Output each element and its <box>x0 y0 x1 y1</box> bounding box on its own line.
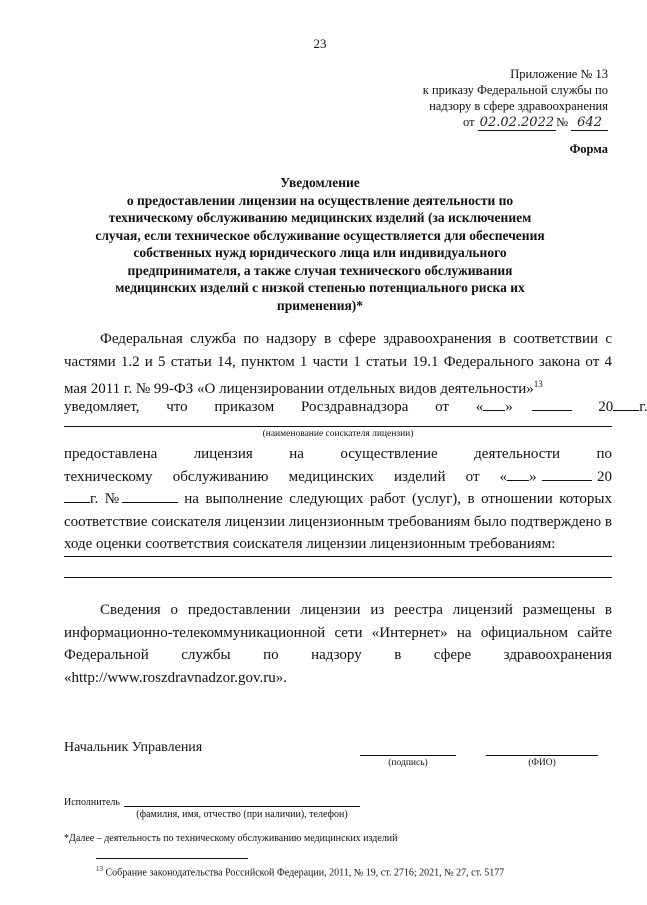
number-label: г. № <box>90 491 122 507</box>
day-blank[interactable] <box>483 397 505 411</box>
year-prefix-2: 20 <box>597 468 613 485</box>
appendix-line3: надзору в сфере здравоохранения <box>429 99 608 113</box>
form-label: Форма <box>569 142 608 156</box>
applicant-line[interactable] <box>64 426 612 427</box>
appendix-line1: Приложение № 13 <box>510 67 608 81</box>
executor-caption: (фамилия, имя, отчество (при наличии), телефон) <box>136 809 348 820</box>
appendix-line2: к приказу Федеральной службы по <box>422 83 608 97</box>
paragraph-2-text-a: предоставлена лицензия на осуществление деятельности по техническому обслуживанию медицинских изделий от « <box>64 446 612 485</box>
paragraph-1-text-b: уведомляет, что приказом Росздравнадзора от « <box>64 399 484 415</box>
year-blank[interactable] <box>613 397 639 411</box>
footnote-ref: 13 <box>533 379 543 389</box>
month-blank[interactable] <box>532 397 572 411</box>
handwritten-date: 02.02.2022 <box>479 115 555 130</box>
footnote-number: 13 <box>96 865 103 873</box>
executor-line[interactable] <box>124 806 360 807</box>
paragraph-1-text-a: Федеральная служба по надзору в сфере здравоохранения в соответствии с частями 1.2 и 5 статьи 14, пунктом 1 части 1 статьи 19.1 Федерального закона от 4 мая 2011 г. № 99-ФЗ «О лицензировании отдельных видов деятельности» <box>64 331 612 397</box>
signature-line[interactable] <box>360 755 456 756</box>
signature-caption: (подпись) <box>388 758 428 768</box>
day-blank-2[interactable] <box>507 467 529 481</box>
title-body: о предоставлении лицензии на осуществление деятельности по техническому обслуживанию медицинских изделий (за исключением случая, если техническое обслуживание осуществляется для обеспечения собственных нужд юридического лица или индивидуального предпринимателя, а также случая технического обслуживания медицинских изделий с низкой степенью потенциального риска их применения)* <box>95 192 545 313</box>
appendix-block <box>368 66 608 131</box>
position-title: Начальник Управления <box>64 740 203 755</box>
page-number: 23 <box>313 36 327 51</box>
paragraph-2-text-b: на выполнение следующих работ (услуг), в отношении которых соответствие соискателя лицензии лицензионным требованиям было подтверждено в ходе оценки соответствия соискателя лицензии лицензионным требованиям: <box>64 491 613 552</box>
year-suffix: г. <box>639 399 647 415</box>
footnote-text: Собрание законодательства Российской Федерации, 2011, № 19, ст. 2716; 2021, № 27, ст. 5177 <box>105 867 505 879</box>
number-prefix: № <box>556 115 569 129</box>
paragraph-1 <box>64 328 612 401</box>
handwritten-number: 642 <box>571 115 608 131</box>
year-blank-2[interactable] <box>64 489 90 503</box>
year-prefix: 20 <box>598 399 614 415</box>
date-prefix: от <box>462 115 475 129</box>
paragraph-2 <box>64 443 612 556</box>
month-blank-2[interactable] <box>542 467 592 481</box>
title-heading: Уведомление <box>280 175 360 190</box>
license-number-blank[interactable] <box>122 489 178 503</box>
footnote-separator <box>96 858 248 859</box>
asterisk-note: *Далее – деятельность по техническому обслуживанию медицинских изделий <box>64 833 398 844</box>
footnote <box>96 865 504 878</box>
executor-label: Исполнитель <box>64 797 120 808</box>
paragraph-3: Сведения о предоставлении лицензии из реестра лицензий размещены в информационно-телекоммуникационной сети «Интернет» на официальном сайте Федеральной службы по надзору в сфере здравоохранения «http://www.roszdravnadzor.gov.ru». <box>64 602 612 686</box>
document-title <box>90 174 550 314</box>
appendix-date-line <box>368 114 608 131</box>
works-line-1[interactable] <box>64 556 612 557</box>
works-line-2[interactable] <box>64 577 612 578</box>
quote-close: » <box>505 399 513 415</box>
name-caption: (ФИО) <box>528 758 556 768</box>
name-line[interactable] <box>486 755 598 756</box>
applicant-caption: (наименование соискателя лицензии) <box>262 429 414 439</box>
paragraph-1-last-line <box>64 396 647 419</box>
quote-close-2: » <box>529 468 537 485</box>
